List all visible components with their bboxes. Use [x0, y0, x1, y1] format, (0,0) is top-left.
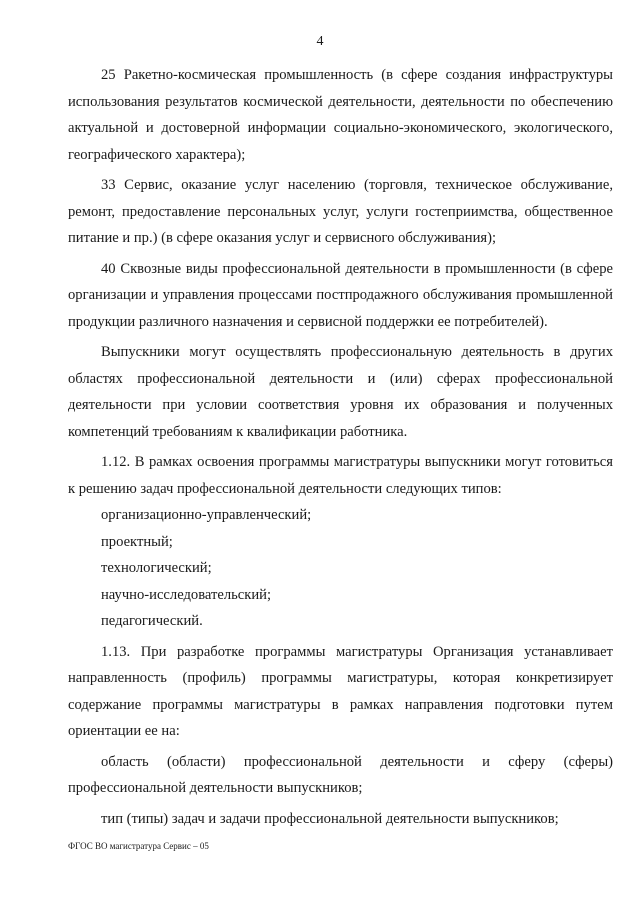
- paragraph-area: область (области) профессиональной деятельности и сферу (сферы) профессиональной деятельности выпускников;: [68, 753, 613, 796]
- paragraph-1-13: 1.13. При разработке программы магистратуры Организация устанавливает направленность (профиль) программы магистратуры, которая конкретизирует содержание программы магистратуры в рамках направления подготовки путем ориентации ее на:: [68, 643, 613, 739]
- paragraph-cross-cutting: 40 Сквозные виды профессиональной деятельности в промышленности (в сфере организации и управления процессами постпродажного обслуживания промышленной продукции различного назначения и сервисной поддержки ее потребителей).: [68, 260, 613, 330]
- paragraph-graduates: Выпускники могут осуществлять профессиональную деятельность в других областях профессиональной деятельности и (или) сферах профессиональной деятельности при условии соответствия уровня их образования и полученных компетенций требованиям к квалификации работника.: [68, 344, 613, 440]
- list-item: научно-исследовательский;: [101, 586, 272, 603]
- task-types-list: [68, 502, 613, 635]
- document-body: [68, 62, 613, 832]
- paragraph-types: тип (типы) задач и задачи профессиональной деятельности выпускников;: [101, 810, 559, 827]
- list-item: педагогический.: [101, 613, 203, 629]
- paragraph-1-12: 1.12. В рамках освоения программы магистратуры выпускники могут готовиться к решению задач профессиональной деятельности следующих типов:: [68, 454, 613, 497]
- paragraph-service: 33 Сервис, оказание услуг населению (торговля, техническое обслуживание, ремонт, предоставление персональных услуг, услуги гостеприимства, общественное питание и пр.) (в сфере оказания услуг и сервисного обслуживания);: [68, 177, 613, 246]
- page-footer: ФГОС ВО магистратура Сервис – 05: [68, 841, 209, 851]
- list-item: организационно-управленческий;: [101, 507, 312, 523]
- list-item: технологический;: [101, 560, 212, 576]
- page-number: 4: [316, 34, 324, 49]
- paragraph-aerospace: 25 Ракетно-космическая промышленность (в сфере создания инфраструктуры использования результатов космической деятельности, деятельности по обеспечению актуальной и достоверной информации социально-экономического, экологического, географического характера);: [68, 67, 613, 163]
- list-item: проектный;: [101, 533, 173, 550]
